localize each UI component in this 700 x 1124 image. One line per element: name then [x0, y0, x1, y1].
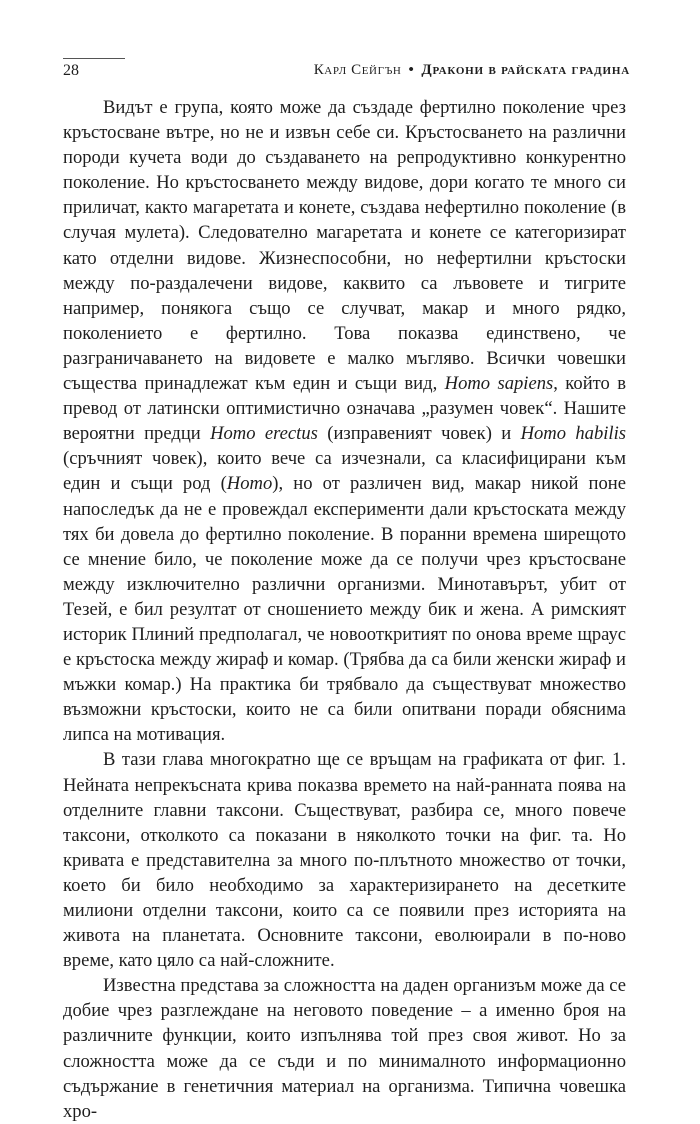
italic-term: Homo habilis [520, 423, 626, 445]
body-text [63, 95, 626, 1124]
paragraph-3: Известна представа за сложността на даден организъм може да се добие чрез разглеждане на неговото поведение – а именно броя на различните функции, които изпълнява той през своя живот. Но за сложността може да се съди и по минималното информационно съдържание в генетичния материал на организма. Типична човешка хро- [63, 975, 626, 1122]
italic-term: Homo erectus [210, 423, 318, 445]
page-number: 28 [63, 62, 79, 79]
italic-term: Homo [226, 473, 273, 495]
paragraph-2: В тази глава многократно ще се връщам на графиката от фиг. 1. Нейната непрекъсната крива показва времето на най-ранната поява на отделните главни таксони. Съществуват, разбира се, много повече таксони, отколкото са показани в няколкото точки на фиг. та. Но кривата е представителна за много по-плътното множество от точки, което би било необходимо за характеризирането на десетките милиони отделни таксони, които са се появили през историята на живота на планетата. Основните таксони, еволюирали в по-ново време, като цяло са най-сложните. [63, 749, 626, 972]
italic-term: Homo sapiens [444, 373, 554, 395]
header-rule [63, 58, 125, 59]
running-head [314, 62, 630, 79]
running-head-book-title: Дракони в райската градина [421, 62, 630, 78]
running-head-author: Карл Сейгън [313, 62, 402, 78]
paragraph-1: Видът е група, която може да създаде фертилно поколение чрез кръстосване вътре, но не и извън себе си. Кръстосването на различни породи кучета води до създаването на репродуктивно конкурентно поколение. Но кръстосването между видове, дори когато те много си приличат, както магаретата и конете, създава нефертилно поколение (в случая мулета). Следователно магаретата и конете се категоризират като отделни видове. Жизнеспособни, но нефертилни кръстоски между по-раздалечени видове, каквито са лъвовете и тигрите например, понякога също се случват, макар и много рядко, поколението е фертилно. Това показва единствено, че разграничаването на видовете е малко мъгляво. Всички човешки същества принадлежат към един и същи вид, Homo sapiens, който в превод от латински оптимистично означава „разумен човек“. Нашите вероятни предци Homo erectus (изправеният човек) и Homo habilis (сръчният човек), които вече са изчезнали, са класифицирани към един и същи род (Homo), но от различен вид, макар никой поне напоследък да не е провеждал експерименти дали кръстоската между тях би довела до фертилно поколение. В поранни времена ширещото се мнение било, че поколение може да се получи чрез кръстосване между изключително различни организми. Минотавърът, убит от Тезей, е бил резултат от сношението между бик и жена. А римският историк Плиний предполагал, че новооткритият по онова време щраус е кръстоска между жираф и комар. (Трябва да са били женски жираф и мъжки комар.) На практика би трябвало да съществуват множество възможни кръстоски, които не са били опитвани поради обяснима липса на мотивация. [63, 97, 626, 746]
running-head-separator: • [408, 62, 415, 78]
